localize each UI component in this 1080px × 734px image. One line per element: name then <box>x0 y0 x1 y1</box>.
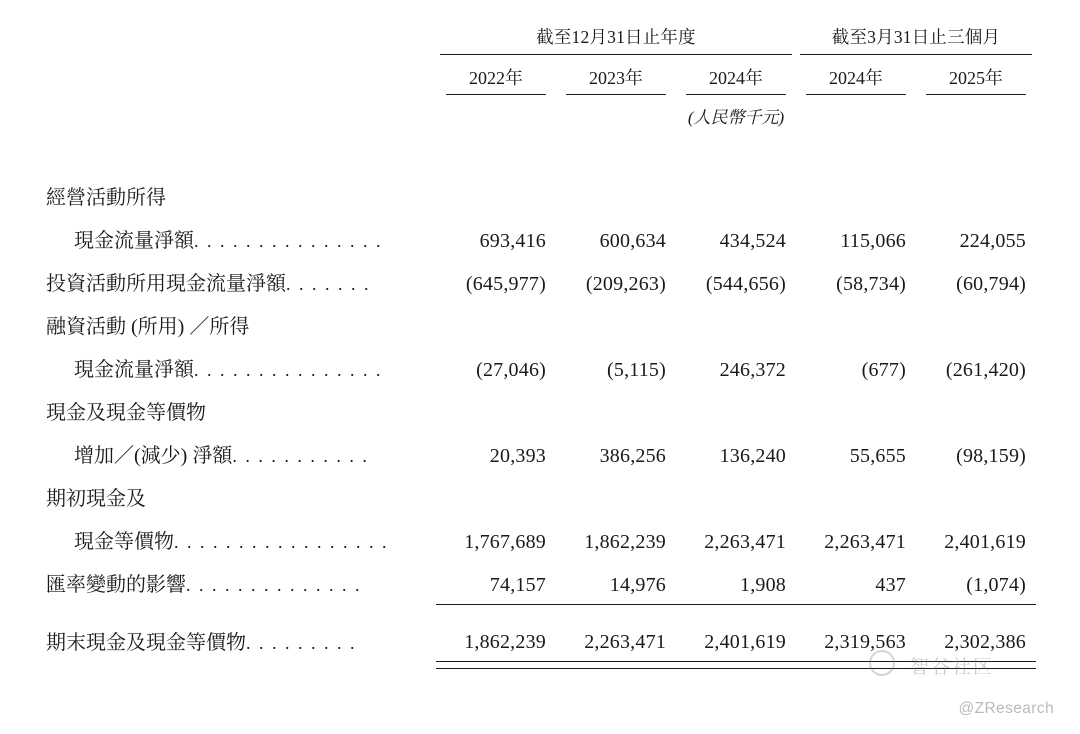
row-label <box>46 260 436 303</box>
row-value: 246,372 <box>719 359 786 381</box>
table-row <box>46 432 1036 475</box>
group-header-spacer <box>46 24 436 54</box>
total-double-rule <box>436 662 556 669</box>
unit-spacer-2025q <box>916 95 1036 128</box>
row-value: 600,634 <box>599 230 666 252</box>
row-value: 224,055 <box>959 230 1026 252</box>
row-value <box>436 389 556 432</box>
row-leader-dots: . . . . . . . . . . . . . . . . . <box>174 532 389 552</box>
row-leader-dots: . . . . . . . . . . . . . . . <box>194 231 383 251</box>
row-value <box>556 174 676 217</box>
row-label-text: 投資活動所用現金流量淨額 <box>46 273 286 295</box>
table-row <box>46 174 1036 217</box>
row-label <box>46 346 436 389</box>
unit-spacer-2022 <box>436 95 556 128</box>
unit-note-row <box>46 95 1036 128</box>
row-value: 1,908 <box>740 573 786 596</box>
row-value <box>676 475 796 518</box>
row-label <box>46 561 436 604</box>
row-label <box>46 174 436 217</box>
column-header-2024-annual: 2024年 <box>709 68 763 88</box>
row-value <box>916 303 1036 346</box>
unit-spacer-2024q <box>796 95 916 128</box>
row-value: 1,862,239 <box>584 531 666 553</box>
row-label-text: 現金及現金等價物 <box>46 402 206 424</box>
row-label <box>46 217 436 260</box>
row-value <box>436 303 556 346</box>
row-value: (58,734) <box>836 273 906 295</box>
row-value <box>796 389 916 432</box>
row-value <box>676 303 796 346</box>
table-row <box>46 346 1036 389</box>
table-row <box>46 260 1036 303</box>
total-double-rule <box>676 662 796 669</box>
row-value <box>556 389 676 432</box>
unit-note: (人民幣千元) <box>687 108 785 127</box>
row-value <box>676 389 796 432</box>
row-label <box>46 432 436 475</box>
row-value <box>556 475 676 518</box>
row-label <box>46 303 436 346</box>
row-value <box>796 475 916 518</box>
row-value: 2,263,471 <box>824 531 906 553</box>
table-row <box>46 217 1036 260</box>
row-value: 14,976 <box>609 573 666 596</box>
row-value: 2,401,619 <box>944 531 1026 553</box>
row-value <box>796 174 916 217</box>
row-value: 693,416 <box>479 230 546 252</box>
column-group-header-row <box>46 24 1036 54</box>
total-double-rule <box>556 662 676 669</box>
spacer-row <box>46 55 1036 64</box>
column-group-quarterly: 截至3月31日止三個月 <box>831 27 1001 47</box>
row-value: (60,794) <box>956 273 1026 295</box>
column-header-2025-quarter: 2025年 <box>949 68 1003 88</box>
row-value: (261,420) <box>945 359 1026 381</box>
total-value: 2,319,563 <box>824 631 906 653</box>
row-value <box>436 174 556 217</box>
total-double-rule <box>796 662 916 669</box>
row-leader-dots: . . . . . . . . . . . . . . . <box>194 360 383 380</box>
row-value: 2,263,471 <box>704 531 786 553</box>
total-leader-dots: . . . . . . . . . <box>246 632 357 653</box>
row-value <box>556 303 676 346</box>
column-header-2023: 2023年 <box>589 68 643 88</box>
row-value: 74,157 <box>489 573 546 596</box>
table-row <box>46 475 1036 518</box>
row-value: (677) <box>861 359 906 381</box>
row-label-text: 現金流量淨額 <box>74 230 194 252</box>
row-value: 437 <box>875 573 906 596</box>
row-value <box>796 303 916 346</box>
total-value: 1,862,239 <box>464 631 546 653</box>
row-value: (645,977) <box>465 273 546 295</box>
row-value: (544,656) <box>705 273 786 295</box>
unit-spacer-2023 <box>556 95 676 128</box>
row-label-text: 匯率變動的影響 <box>46 574 186 596</box>
table-row <box>46 389 1036 432</box>
rule-padding-row <box>46 605 1036 619</box>
row-value <box>916 475 1036 518</box>
table-row <box>46 561 1036 604</box>
row-value: (1,074) <box>966 573 1026 596</box>
watermark-secondary: @ZResearch <box>958 700 1054 717</box>
row-label <box>46 475 436 518</box>
row-value: (5,115) <box>607 359 666 381</box>
row-label-text: 現金等價物 <box>74 531 174 553</box>
row-label <box>46 389 436 432</box>
row-label-text: 經營活動所得 <box>46 187 166 209</box>
header-spacer <box>46 64 436 94</box>
row-value: 136,240 <box>719 445 786 467</box>
row-leader-dots: . . . . . . . <box>286 274 371 294</box>
row-leader-dots: . . . . . . . . . . . . . . <box>186 575 362 595</box>
row-value: 55,655 <box>849 445 906 467</box>
row-value: 115,066 <box>840 230 906 252</box>
row-value <box>916 389 1036 432</box>
column-group-annual: 截至12月31日止年度 <box>536 27 696 47</box>
row-value: 20,393 <box>489 445 546 467</box>
row-leader-dots: . . . . . . . . . . . <box>232 446 369 466</box>
unit-spacer <box>46 95 436 128</box>
total-row <box>46 619 1036 662</box>
column-header-2022: 2022年 <box>469 68 523 88</box>
row-value: 1,767,689 <box>464 531 546 553</box>
row-label-text: 融資活動 (所用) ／所得 <box>46 316 250 338</box>
watermark-primary: 智谷社区 <box>909 657 994 678</box>
column-header-2024-quarter: 2024年 <box>829 68 883 88</box>
total-value: 2,401,619 <box>704 631 786 653</box>
cash-flow-table <box>46 24 1036 669</box>
total-label-text: 期末現金及現金等價物 <box>46 631 246 654</box>
total-double-rule-row <box>46 662 1036 669</box>
total-double-rule <box>916 662 1036 669</box>
row-value: 386,256 <box>599 445 666 467</box>
table-row <box>46 518 1036 561</box>
row-value: (27,046) <box>476 359 546 381</box>
table-row <box>46 303 1036 346</box>
row-label-text: 現金流量淨額 <box>74 359 194 381</box>
row-label-text: 增加／(減少) 淨額 <box>74 445 233 467</box>
row-value: 434,524 <box>719 230 786 252</box>
total-value: 2,263,471 <box>584 631 666 653</box>
row-value: (98,159) <box>956 445 1026 467</box>
row-label <box>46 518 436 561</box>
row-value <box>676 174 796 217</box>
row-value <box>916 174 1036 217</box>
total-value: 2,302,386 <box>944 631 1026 653</box>
total-rule-spacer <box>46 662 436 669</box>
row-label-text: 期初現金及 <box>46 488 146 510</box>
section-gap-row <box>46 128 1036 174</box>
column-header-row <box>46 64 1036 94</box>
total-label <box>46 619 436 662</box>
row-value: (209,263) <box>585 273 666 295</box>
row-value <box>436 475 556 518</box>
